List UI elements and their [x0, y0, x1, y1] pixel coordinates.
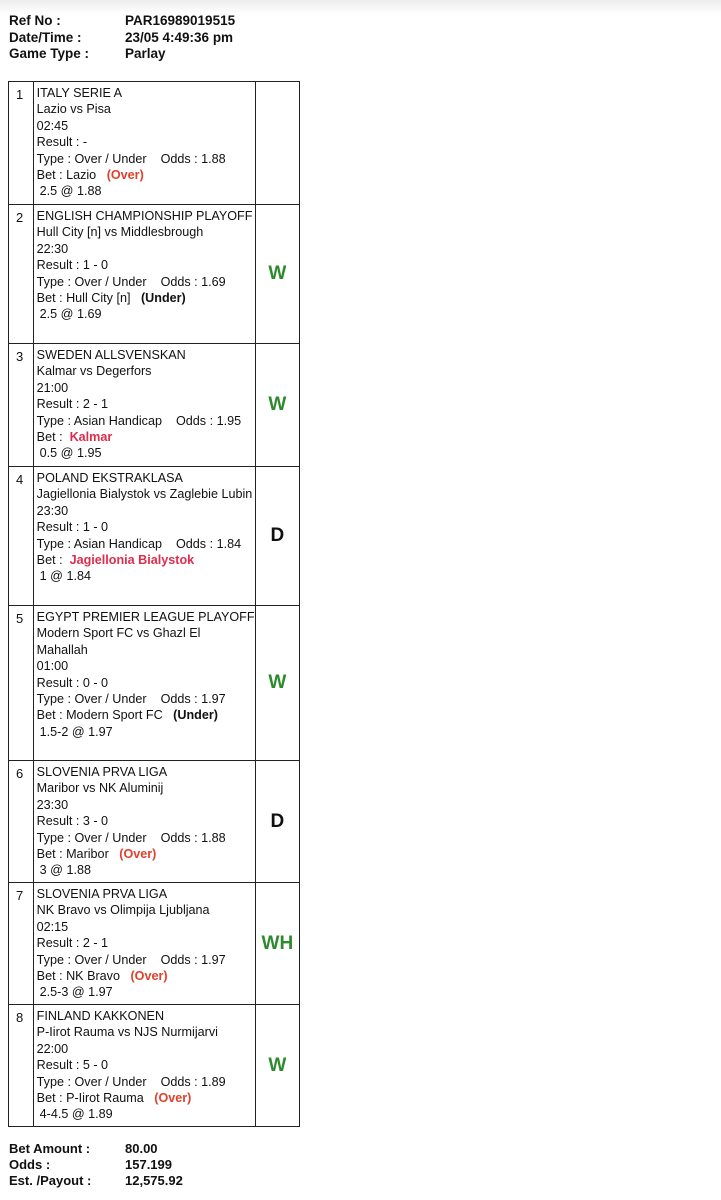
bet-line: 0.5 @ 1.95 — [39, 446, 102, 461]
bet-selection: Kalmar — [69, 430, 113, 445]
bet-selection: (Over) — [154, 1091, 192, 1106]
bet-details — [33, 761, 255, 883]
total-odds-row — [9, 1157, 183, 1173]
bet-odds: Odds : 1.69 — [160, 274, 226, 289]
bet-details — [33, 82, 255, 205]
bet-line: 2.5-3 @ 1.97 — [39, 985, 113, 1000]
league-name: ITALY SERIE A — [36, 86, 123, 100]
league-name: EGYPT PREMIER LEAGUE PLAYOFF — [36, 610, 255, 624]
bet-outcome: D — [255, 467, 299, 606]
bet-selection-line — [37, 167, 255, 183]
bet-prefix: Bet : P-Iirot Rauma — [36, 1091, 144, 1106]
bet-line: 1.5-2 @ 1.97 — [39, 724, 113, 739]
match-result: Result : 1 - 0 — [36, 520, 109, 535]
bet-number: 4 — [9, 467, 34, 606]
bet-outcome: W — [255, 606, 299, 761]
game-type-row — [9, 46, 235, 63]
bet-type-line — [37, 274, 255, 290]
match-time: 01:00 — [36, 659, 69, 674]
bet-details — [33, 344, 255, 467]
match-result: Result : 1 - 0 — [36, 258, 109, 273]
bet-type-line — [37, 413, 255, 429]
bet-type-line — [37, 1074, 255, 1090]
bet-number: 8 — [9, 1005, 34, 1127]
bet-type: Type : Asian Handicap — [36, 536, 162, 551]
bet-selection: (Over) — [119, 847, 157, 862]
datetime-label: Date/Time : — [9, 29, 82, 45]
bet-number: 2 — [9, 205, 34, 344]
bet-prefix: Bet : Modern Sport FC — [36, 708, 163, 723]
game-type-label: Game Type : — [9, 46, 90, 61]
bet-row — [9, 205, 300, 344]
payout-row — [9, 1173, 183, 1189]
bet-type: Type : Over / Under — [36, 830, 147, 845]
bet-row — [9, 606, 300, 761]
bet-details — [33, 606, 255, 761]
bet-prefix: Bet : Hull City [n] — [36, 291, 131, 306]
match-name: Jagiellonia Bialystok vs Zaglebie Lubin — [36, 487, 253, 502]
bet-number: 5 — [9, 606, 34, 761]
bet-outcome: D — [255, 761, 299, 883]
match-name: Lazio vs Pisa — [36, 102, 111, 117]
bet-number: 3 — [9, 344, 34, 467]
bet-line: 1 @ 1.84 — [39, 569, 91, 584]
datetime-row — [9, 30, 235, 47]
bet-selection: (Under) — [173, 708, 218, 723]
match-time: 02:15 — [36, 919, 69, 934]
bet-prefix: Bet : Maribor — [36, 847, 109, 862]
match-time: 21:00 — [36, 380, 69, 395]
league-name: SLOVENIA PRVA LIGA — [36, 887, 168, 901]
bet-outcome: W — [255, 344, 299, 467]
total-odds-value: 157.199 — [125, 1157, 172, 1173]
bet-details — [33, 467, 255, 606]
bet-prefix: Bet : NK Bravo — [36, 969, 120, 984]
ref-value: PAR16989019515 — [125, 13, 236, 28]
bet-line: 3 @ 1.88 — [39, 863, 91, 878]
bet-outcome — [255, 82, 299, 205]
bet-selection: (Over) — [106, 168, 144, 183]
league-name: FINLAND KAKKONEN — [36, 1009, 165, 1023]
match-name: Maribor vs NK Aluminij — [36, 781, 164, 796]
bet-outcome: W — [255, 1005, 299, 1127]
bet-odds: Odds : 1.97 — [160, 692, 226, 707]
match-name: Kalmar vs Degerfors — [36, 364, 152, 379]
bet-selection: Jagiellonia Bialystok — [69, 553, 195, 568]
match-name: Hull City [n] vs Middlesbrough — [36, 225, 204, 240]
bet-odds: Odds : 1.95 — [176, 413, 242, 428]
ticket-header — [9, 13, 235, 63]
match-name: Modern Sport FC vs Ghazl El Mahallah — [36, 626, 201, 657]
bet-type: Type : Over / Under — [36, 952, 147, 967]
bet-selection: (Under) — [140, 291, 186, 306]
bet-type-line — [37, 952, 255, 968]
bet-odds: Odds : 1.89 — [160, 1074, 226, 1089]
bet-selection-line — [37, 290, 255, 306]
ref-label: Ref No : — [9, 13, 61, 28]
bet-row — [9, 883, 300, 1005]
bet-odds: Odds : 1.84 — [176, 536, 242, 551]
match-time: 23:30 — [36, 503, 69, 518]
bet-selection-line — [37, 968, 255, 984]
match-result: Result : 0 - 0 — [36, 675, 109, 690]
datetime-value: 23/05 4:49:36 pm — [125, 29, 234, 45]
match-time: 02:45 — [36, 118, 69, 133]
bet-line: 2.5 @ 1.88 — [39, 184, 102, 199]
bet-type: Type : Over / Under — [36, 1074, 147, 1089]
bet-amount-row — [9, 1141, 183, 1157]
bet-outcome: WH — [255, 883, 299, 1005]
league-name: SWEDEN ALLSVENSKAN — [36, 348, 186, 362]
league-name: POLAND EKSTRAKLASA — [36, 471, 183, 485]
bet-row — [9, 761, 300, 883]
match-name: P-Iirot Rauma vs NJS Nurmijarvi — [36, 1025, 218, 1040]
bet-number: 6 — [9, 761, 34, 883]
bet-details — [33, 205, 255, 344]
bet-odds: Odds : 1.88 — [160, 151, 226, 166]
bet-number: 1 — [9, 82, 34, 205]
bet-odds: Odds : 1.97 — [160, 952, 226, 967]
match-name: NK Bravo vs Olimpija Ljubljana — [36, 903, 210, 918]
bet-type-line — [37, 691, 255, 707]
match-time: 22:30 — [36, 241, 69, 256]
bet-odds: Odds : 1.88 — [160, 830, 226, 845]
bet-type: Type : Over / Under — [36, 151, 147, 166]
total-odds-label: Odds : — [9, 1157, 51, 1173]
bet-prefix: Bet : — [36, 553, 63, 568]
bet-row — [9, 344, 300, 467]
bet-prefix: Bet : — [36, 430, 63, 445]
bet-line: 4-4.5 @ 1.89 — [39, 1107, 113, 1122]
bet-type-line — [37, 151, 255, 167]
bet-selection: (Over) — [130, 969, 168, 984]
bet-type: Type : Over / Under — [36, 274, 147, 289]
game-type-value: Parlay — [125, 46, 166, 61]
bet-selection-line — [37, 846, 255, 862]
league-name: ENGLISH CHAMPIONSHIP PLAYOFF — [36, 209, 253, 223]
match-time: 23:30 — [36, 797, 69, 812]
bet-type-line — [37, 830, 255, 846]
bet-type-line — [37, 536, 255, 552]
bet-outcome: W — [255, 205, 299, 344]
bet-selection-line — [37, 1090, 255, 1106]
bet-type: Type : Asian Handicap — [36, 413, 162, 428]
bet-selection-line — [37, 429, 255, 445]
bet-number: 7 — [9, 883, 34, 1005]
bet-type: Type : Over / Under — [36, 692, 147, 707]
match-result: Result : 2 - 1 — [36, 397, 109, 412]
bet-selection-line — [37, 552, 255, 568]
match-result: Result : 5 - 0 — [36, 1058, 109, 1073]
bets-table — [8, 81, 300, 1127]
bet-amount-value: 80.00 — [125, 1141, 158, 1156]
bet-row — [9, 467, 300, 606]
bet-line: 2.5 @ 1.69 — [39, 307, 102, 322]
top-shadow — [0, 0, 721, 14]
ticket-summary — [9, 1141, 183, 1190]
bet-details — [33, 1005, 255, 1127]
bet-row — [9, 1005, 300, 1127]
ref-row — [9, 13, 235, 30]
match-result: Result : 3 - 0 — [36, 814, 109, 829]
bet-selection-line — [37, 707, 255, 723]
league-name: SLOVENIA PRVA LIGA — [36, 765, 168, 779]
bet-amount-label: Bet Amount : — [9, 1141, 91, 1156]
match-result: Result : - — [36, 135, 88, 150]
payout-value: 12,575.92 — [125, 1173, 183, 1189]
bet-prefix: Bet : Lazio — [36, 168, 97, 183]
match-result: Result : 2 - 1 — [36, 936, 109, 951]
payout-label: Est. /Payout : — [9, 1173, 92, 1189]
bet-details — [33, 883, 255, 1005]
bet-row — [9, 82, 300, 205]
match-time: 22:00 — [36, 1041, 69, 1056]
